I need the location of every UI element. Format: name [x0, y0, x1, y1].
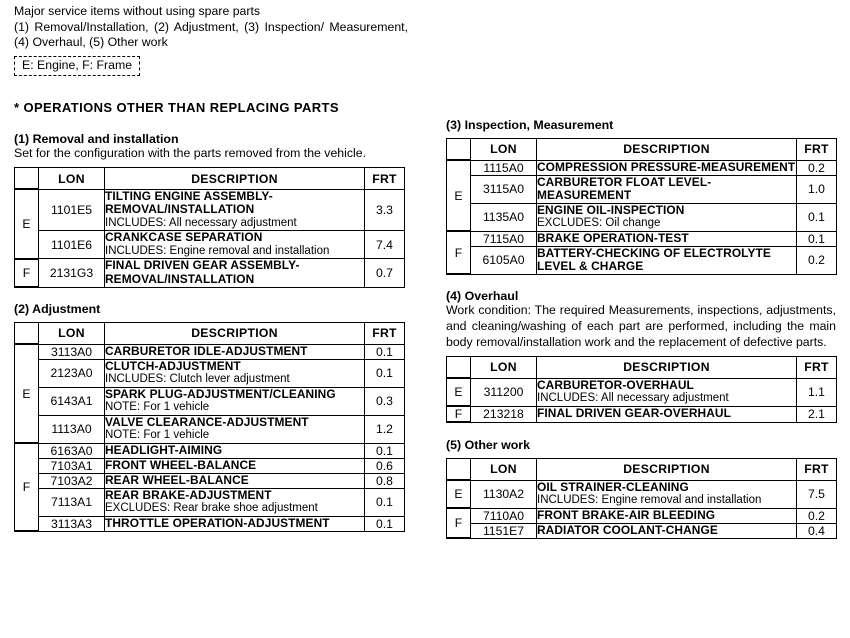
- description-cell: [105, 458, 365, 473]
- lon-cell: 2131G3: [39, 259, 105, 287]
- frt-cell: 1.2: [365, 415, 405, 443]
- table-row: [447, 175, 837, 203]
- intro-line-2: (1) Removal/Installation, (2) Adjustment, (3) Inspection/ Measurement, (4) Overhaul, (5) Other work: [14, 19, 408, 50]
- group-cell-f: F: [447, 406, 471, 422]
- table-header-row: [447, 459, 837, 481]
- description-cell: [537, 203, 797, 231]
- frt-cell: 0.1: [365, 344, 405, 359]
- lon-cell: 1151E7: [471, 523, 537, 538]
- left-column: [14, 4, 408, 532]
- lon-cell: 3113A0: [39, 344, 105, 359]
- section-4-subtext: Work condition: The required Measurements, inspections, adjustments, and cleaning/washing of each part are performed, including the main body removal/installation work and the replacement of defective parts.: [446, 303, 836, 349]
- frt-cell: 0.7: [365, 259, 405, 287]
- table-row: [15, 189, 405, 231]
- table-removal-installation: [14, 167, 405, 288]
- description-main: THROTTLE OPERATION-ADJUSTMENT: [105, 515, 330, 530]
- lon-cell: 1115A0: [471, 160, 537, 175]
- col-header-frt: FRT: [797, 459, 837, 481]
- group-cell-e: E: [447, 378, 471, 406]
- table-row: [447, 523, 837, 538]
- frt-cell: 0.2: [797, 160, 837, 175]
- table-row: [447, 406, 837, 422]
- col-header-description: DESCRIPTION: [105, 323, 365, 345]
- table-row: [15, 231, 405, 259]
- table-row: [15, 473, 405, 488]
- description-cell: [105, 189, 365, 231]
- col-header-lon: LON: [471, 459, 537, 481]
- description-main: OIL STRAINER-CLEANING: [537, 479, 689, 494]
- description-cell: [105, 473, 365, 488]
- table-row: [15, 443, 405, 458]
- table-row: [15, 516, 405, 531]
- lon-cell: 6143A1: [39, 387, 105, 415]
- lon-cell: 1130A2: [471, 480, 537, 508]
- lon-cell: 3115A0: [471, 175, 537, 203]
- description-note: EXCLUDES: Oil change: [537, 217, 661, 230]
- description-cell: [105, 259, 365, 287]
- frt-cell: 0.1: [365, 443, 405, 458]
- col-header-lon: LON: [39, 323, 105, 345]
- group-cell-e: E: [447, 160, 471, 231]
- frt-cell: 0.1: [365, 488, 405, 516]
- description-main: FINAL DRIVEN GEAR ASSEMBLY-REMOVAL/INSTALLATION: [105, 258, 300, 287]
- group-cell-e: E: [15, 189, 39, 259]
- frt-cell: 0.2: [797, 246, 837, 274]
- description-cell: [537, 231, 797, 246]
- col-header-description: DESCRIPTION: [105, 168, 365, 190]
- col-header-lon: LON: [39, 168, 105, 190]
- frt-cell: 0.6: [365, 458, 405, 473]
- table-row: [15, 359, 405, 387]
- description-cell: [537, 523, 797, 538]
- description-note: INCLUDES: Engine removal and installation: [105, 245, 330, 258]
- table-row: [447, 480, 837, 508]
- description-main: HEADLIGHT-AIMING: [105, 442, 223, 457]
- lon-cell: 213218: [471, 406, 537, 422]
- frt-cell: 0.3: [365, 387, 405, 415]
- section-1-subtext: Set for the configuration with the parts removed from the vehicle.: [14, 145, 367, 160]
- table-other-work: [446, 458, 837, 539]
- lon-cell: 2123A0: [39, 359, 105, 387]
- col-header-lon: LON: [471, 357, 537, 379]
- group-cell-f: F: [447, 508, 471, 538]
- lon-cell: 7115A0: [471, 231, 537, 246]
- description-cell: [537, 508, 797, 523]
- table-row: [15, 488, 405, 516]
- col-header-frt: FRT: [365, 323, 405, 345]
- frt-cell: 0.2: [797, 508, 837, 523]
- description-main: CRANKCASE SEPARATION: [105, 230, 263, 245]
- frt-cell: 7.5: [797, 480, 837, 508]
- table-header-row: [447, 357, 837, 379]
- lon-cell: 1101E6: [39, 231, 105, 259]
- table-row: [15, 387, 405, 415]
- description-main: RADIATOR COOLANT-CHANGE: [537, 522, 718, 537]
- description-main: VALVE CLEARANCE-ADJUSTMENT: [105, 414, 309, 429]
- col-header-frt: FRT: [797, 357, 837, 379]
- frt-cell: 3.3: [365, 189, 405, 231]
- lon-cell: 1135A0: [471, 203, 537, 231]
- description-main: CARBURETOR-OVERHAUL: [537, 377, 694, 392]
- description-main: CARBURETOR FLOAT LEVEL-MEASUREMENT: [537, 174, 712, 203]
- description-cell: [537, 406, 797, 422]
- col-header-description: DESCRIPTION: [537, 357, 797, 379]
- description-note: INCLUDES: All necessary adjustment: [105, 217, 297, 230]
- col-header-lon: LON: [471, 139, 537, 161]
- frt-cell: 0.1: [365, 359, 405, 387]
- col-header-ef: [447, 459, 471, 481]
- star-heading: * OPERATIONS OTHER THAN REPLACING PARTS: [14, 99, 339, 115]
- description-main: REAR WHEEL-BALANCE: [105, 472, 249, 487]
- section-5-heading: (5) Other work: [446, 438, 530, 453]
- description-cell: [105, 387, 365, 415]
- group-cell-f: F: [15, 259, 39, 287]
- table-row: [15, 415, 405, 443]
- lon-cell: 7113A1: [39, 488, 105, 516]
- description-note: INCLUDES: Clutch lever adjustment: [105, 373, 290, 386]
- col-header-ef: [447, 139, 471, 161]
- section-1-heading: (1) Removal and installation: [14, 131, 179, 146]
- description-main: SPARK PLUG-ADJUSTMENT/CLEANING: [105, 386, 336, 401]
- table-header-row: [15, 168, 405, 190]
- description-main: CARBURETOR IDLE-ADJUSTMENT: [105, 343, 308, 358]
- description-main: FRONT WHEEL-BALANCE: [105, 457, 257, 472]
- description-main: FRONT BRAKE-AIR BLEEDING: [537, 507, 716, 522]
- description-cell: [537, 160, 797, 175]
- description-cell: [105, 516, 365, 531]
- lon-cell: 3113A3: [39, 516, 105, 531]
- table-row: [447, 246, 837, 274]
- col-header-description: DESCRIPTION: [537, 459, 797, 481]
- legend-box: E: Engine, F: Frame: [14, 56, 140, 76]
- description-cell: [105, 415, 365, 443]
- table-inspection-measurement: [446, 138, 837, 275]
- lon-cell: 7103A1: [39, 458, 105, 473]
- description-note: EXCLUDES: Rear brake shoe adjustment: [105, 502, 318, 515]
- lon-cell: 1113A0: [39, 415, 105, 443]
- frt-cell: 0.4: [797, 523, 837, 538]
- table-row: [447, 203, 837, 231]
- group-cell-f: F: [15, 443, 39, 531]
- table-row: [447, 231, 837, 246]
- intro-line-1: Major service items without using spare parts: [14, 4, 261, 18]
- col-header-frt: FRT: [797, 139, 837, 161]
- description-cell: [537, 378, 797, 406]
- table-overhaul: [446, 356, 837, 423]
- section-3-heading: (3) Inspection, Measurement: [446, 118, 614, 132]
- description-main: BATTERY-CHECKING OF ELECTROLYTE LEVEL & CHARGE: [537, 245, 771, 274]
- lon-cell: 6105A0: [471, 246, 537, 274]
- table-row: [447, 160, 837, 175]
- section-2-heading: (2) Adjustment: [14, 302, 101, 317]
- description-main: FINAL DRIVEN GEAR-OVERHAUL: [537, 406, 731, 421]
- frt-cell: 0.1: [797, 203, 837, 231]
- frt-cell: 0.1: [797, 231, 837, 246]
- lon-cell: 7110A0: [471, 508, 537, 523]
- frt-cell: 7.4: [365, 231, 405, 259]
- col-header-ef: [15, 323, 39, 345]
- description-note: INCLUDES: All necessary adjustment: [537, 392, 729, 405]
- col-header-frt: FRT: [365, 168, 405, 190]
- group-cell-f: F: [447, 231, 471, 274]
- frt-cell: 1.1: [797, 378, 837, 406]
- right-column: [446, 118, 836, 539]
- description-main: COMPRESSION PRESSURE-MEASUREMENT: [537, 159, 796, 174]
- description-cell: [105, 488, 365, 516]
- table-row: [15, 259, 405, 287]
- col-header-ef: [15, 168, 39, 190]
- table-row: [15, 458, 405, 473]
- description-cell: [105, 359, 365, 387]
- frt-cell: 0.8: [365, 473, 405, 488]
- description-cell: [537, 175, 797, 203]
- description-cell: [105, 443, 365, 458]
- table-adjustment: [14, 322, 405, 532]
- description-main: REAR BRAKE-ADJUSTMENT: [105, 487, 272, 502]
- section-4-heading: (4) Overhaul: [446, 289, 519, 304]
- table-row: [447, 508, 837, 523]
- description-note: INCLUDES: Engine removal and installation: [537, 494, 762, 507]
- table-row: [447, 378, 837, 406]
- lon-cell: 311200: [471, 378, 537, 406]
- table-header-row: [447, 139, 837, 161]
- description-note: NOTE: For 1 vehicle: [105, 401, 210, 414]
- col-header-ef: [447, 357, 471, 379]
- description-main: BRAKE OPERATION-TEST: [537, 230, 689, 245]
- frt-cell: 0.1: [365, 516, 405, 531]
- lon-cell: 6163A0: [39, 443, 105, 458]
- lon-cell: 1101E5: [39, 189, 105, 231]
- group-cell-e: E: [447, 480, 471, 508]
- description-note: NOTE: For 1 vehicle: [105, 429, 210, 442]
- description-main: CLUTCH-ADJUSTMENT: [105, 358, 241, 373]
- description-main: ENGINE OIL-INSPECTION: [537, 202, 685, 217]
- description-cell: [537, 480, 797, 508]
- description-main: TILTING ENGINE ASSEMBLY-REMOVAL/INSTALLATION: [105, 188, 273, 217]
- col-header-description: DESCRIPTION: [537, 139, 797, 161]
- lon-cell: 7103A2: [39, 473, 105, 488]
- group-cell-e: E: [15, 344, 39, 443]
- description-cell: [105, 344, 365, 359]
- description-cell: [537, 246, 797, 274]
- frt-cell: 1.0: [797, 175, 837, 203]
- frt-cell: 2.1: [797, 406, 837, 422]
- description-cell: [105, 231, 365, 259]
- table-row: [15, 344, 405, 359]
- table-header-row: [15, 323, 405, 345]
